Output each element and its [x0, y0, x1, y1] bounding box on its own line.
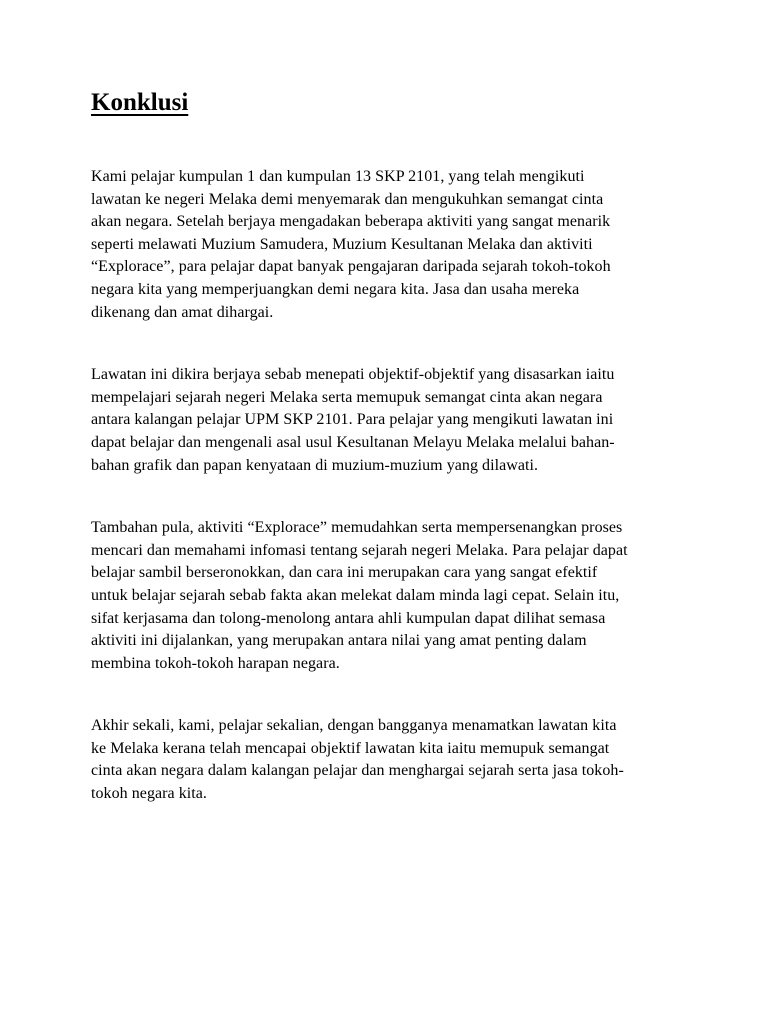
paragraph-line: ke Melaka kerana telah mencapai objektif lawatan kita iaitu memupuk semangat	[91, 739, 610, 757]
paragraph-line: akan negara. Setelah berjaya mengadakan beberapa aktiviti yang sangat menarik	[91, 213, 611, 231]
paragraph-line: seperti melawati Muzium Samudera, Muzium Kesultanan Melaka dan aktiviti	[91, 235, 593, 253]
document-page	[91, 88, 681, 846]
paragraph-line: lawatan ke negeri Melaka demi menyemarak dan mengukuhkan semangat cinta	[91, 190, 604, 208]
paragraph-1	[91, 166, 681, 324]
paragraph-line: untuk belajar sejarah sebab fakta akan melekat dalam minda lagi cepat. Selain itu,	[91, 586, 620, 604]
paragraph-line: Tambahan pula, aktiviti “Explorace” memudahkan serta mempersenangkan proses	[91, 519, 623, 537]
paragraph-line: sifat kerjasama dan tolong-menolong antara ahli kumpulan dapat dilihat semasa	[91, 609, 606, 627]
paragraph-3	[91, 517, 681, 675]
paragraph-4	[91, 715, 681, 805]
paragraph-line: Lawatan ini dikira berjaya sebab menepati objektif-objektif yang disasarkan iaitu	[91, 366, 615, 384]
paragraph-line: belajar sambil berseronokkan, dan cara ini merupakan cara yang sangat efektif	[91, 564, 598, 582]
document-title: Konklusi	[91, 89, 189, 116]
paragraph-line: bahan grafik dan papan kenyataan di muzium-muzium yang dilawati.	[91, 456, 539, 474]
paragraph-line: mempelajari sejarah negeri Melaka serta memupuk semangat cinta akan negara	[91, 388, 603, 406]
paragraph-line: membina tokoh-tokoh harapan negara.	[91, 654, 340, 672]
paragraph-line: dikenang dan amat dihargai.	[91, 303, 274, 321]
paragraph-line: Kami pelajar kumpulan 1 dan kumpulan 13 SKP 2101, yang telah mengikuti	[91, 168, 585, 185]
paragraph-line: dapat belajar dan mengenali asal usul Kesultanan Melayu Melaka melalui bahan-	[91, 433, 615, 451]
paragraph-line: aktiviti ini dijalankan, yang merupakan antara nilai yang amat penting dalam	[91, 632, 587, 650]
paragraph-line: tokoh negara kita.	[91, 785, 207, 803]
paragraph-line: “Explorace”, para pelajar dapat banyak pengajaran daripada sejarah tokoh-tokoh	[91, 258, 611, 276]
paragraph-line: antara kalangan pelajar UPM SKP 2101. Para pelajar yang mengikuti lawatan ini	[91, 411, 614, 429]
paragraph-line: mencari dan memahami infomasi tentang sejarah negeri Melaka. Para pelajar dapat	[91, 541, 628, 559]
paragraph-line: cinta akan negara dalam kalangan pelajar dan menghargai sejarah serta jasa tokoh-	[91, 762, 624, 780]
paragraph-line: negara kita yang memperjuangkan demi negara kita. Jasa dan usaha mereka	[91, 280, 580, 298]
paragraph-line: Akhir sekali, kami, pelajar sekalian, dengan bangganya menamatkan lawatan kita	[91, 717, 617, 735]
paragraph-2	[91, 364, 681, 477]
